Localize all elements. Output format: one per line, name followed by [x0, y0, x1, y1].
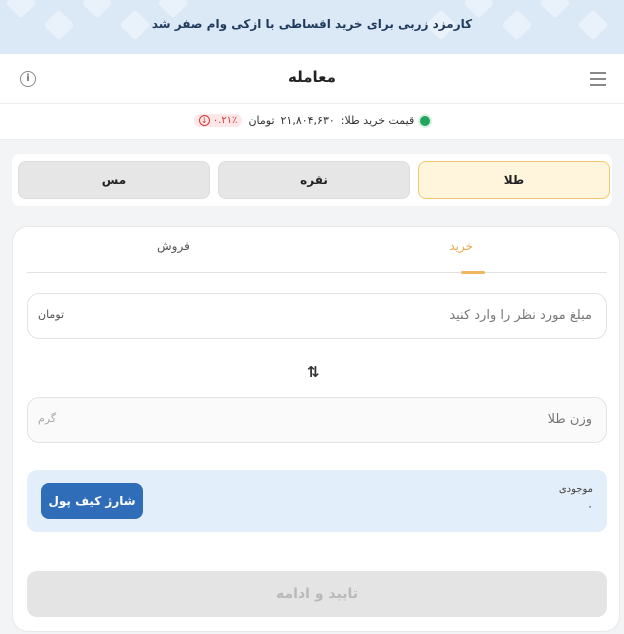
page-title: معامله — [288, 68, 336, 86]
price-unit: تومان — [248, 114, 275, 127]
price-change-value: ۰.۲۱٪ — [212, 115, 238, 126]
arrow-down-icon: ↓ — [199, 115, 210, 126]
weight-placeholder: وزن طلا — [547, 412, 592, 427]
metal-tab-gold[interactable]: طلا — [418, 161, 610, 199]
banner-text: کارمزد زربی برای خرید اقساطی با ازکی وام صفر شد — [151, 17, 473, 31]
active-tab-indicator — [461, 271, 485, 274]
swap-icon[interactable]: ⇅ — [307, 363, 320, 381]
trade-tabs — [27, 227, 607, 273]
hamburger-menu-icon[interactable] — [590, 72, 606, 86]
metal-tab-silver[interactable]: نقره — [218, 161, 410, 199]
wallet-balance-value: ۰ — [587, 500, 593, 513]
info-icon[interactable]: i — [20, 71, 36, 87]
amount-input[interactable] — [27, 293, 607, 339]
metal-selector — [12, 154, 612, 206]
wallet-balance-label: موجودی — [558, 484, 593, 495]
trade-card — [12, 226, 620, 632]
wallet-box — [27, 470, 607, 532]
promo-banner[interactable] — [0, 0, 624, 54]
price-bar — [0, 104, 624, 140]
weight-input[interactable] — [27, 397, 607, 443]
weight-unit: گرم — [38, 412, 57, 425]
confirm-button[interactable]: تایید و ادامه — [27, 571, 607, 617]
tab-sell[interactable]: فروش — [157, 239, 190, 253]
metal-tab-copper[interactable]: مس — [18, 161, 210, 199]
amount-placeholder: مبلغ مورد نظر را وارد کنید — [449, 308, 592, 323]
amount-unit: تومان — [38, 308, 65, 321]
tab-buy[interactable]: خرید — [449, 239, 473, 253]
price-value: ۲۱,۸۰۴,۶۳۰ — [280, 114, 335, 127]
live-status-icon — [420, 116, 430, 126]
price-change-badge — [194, 114, 243, 127]
charge-wallet-button[interactable]: شارژ کیف پول — [41, 483, 143, 519]
top-header — [0, 54, 624, 104]
price-label: قیمت خرید طلا: — [340, 114, 415, 127]
